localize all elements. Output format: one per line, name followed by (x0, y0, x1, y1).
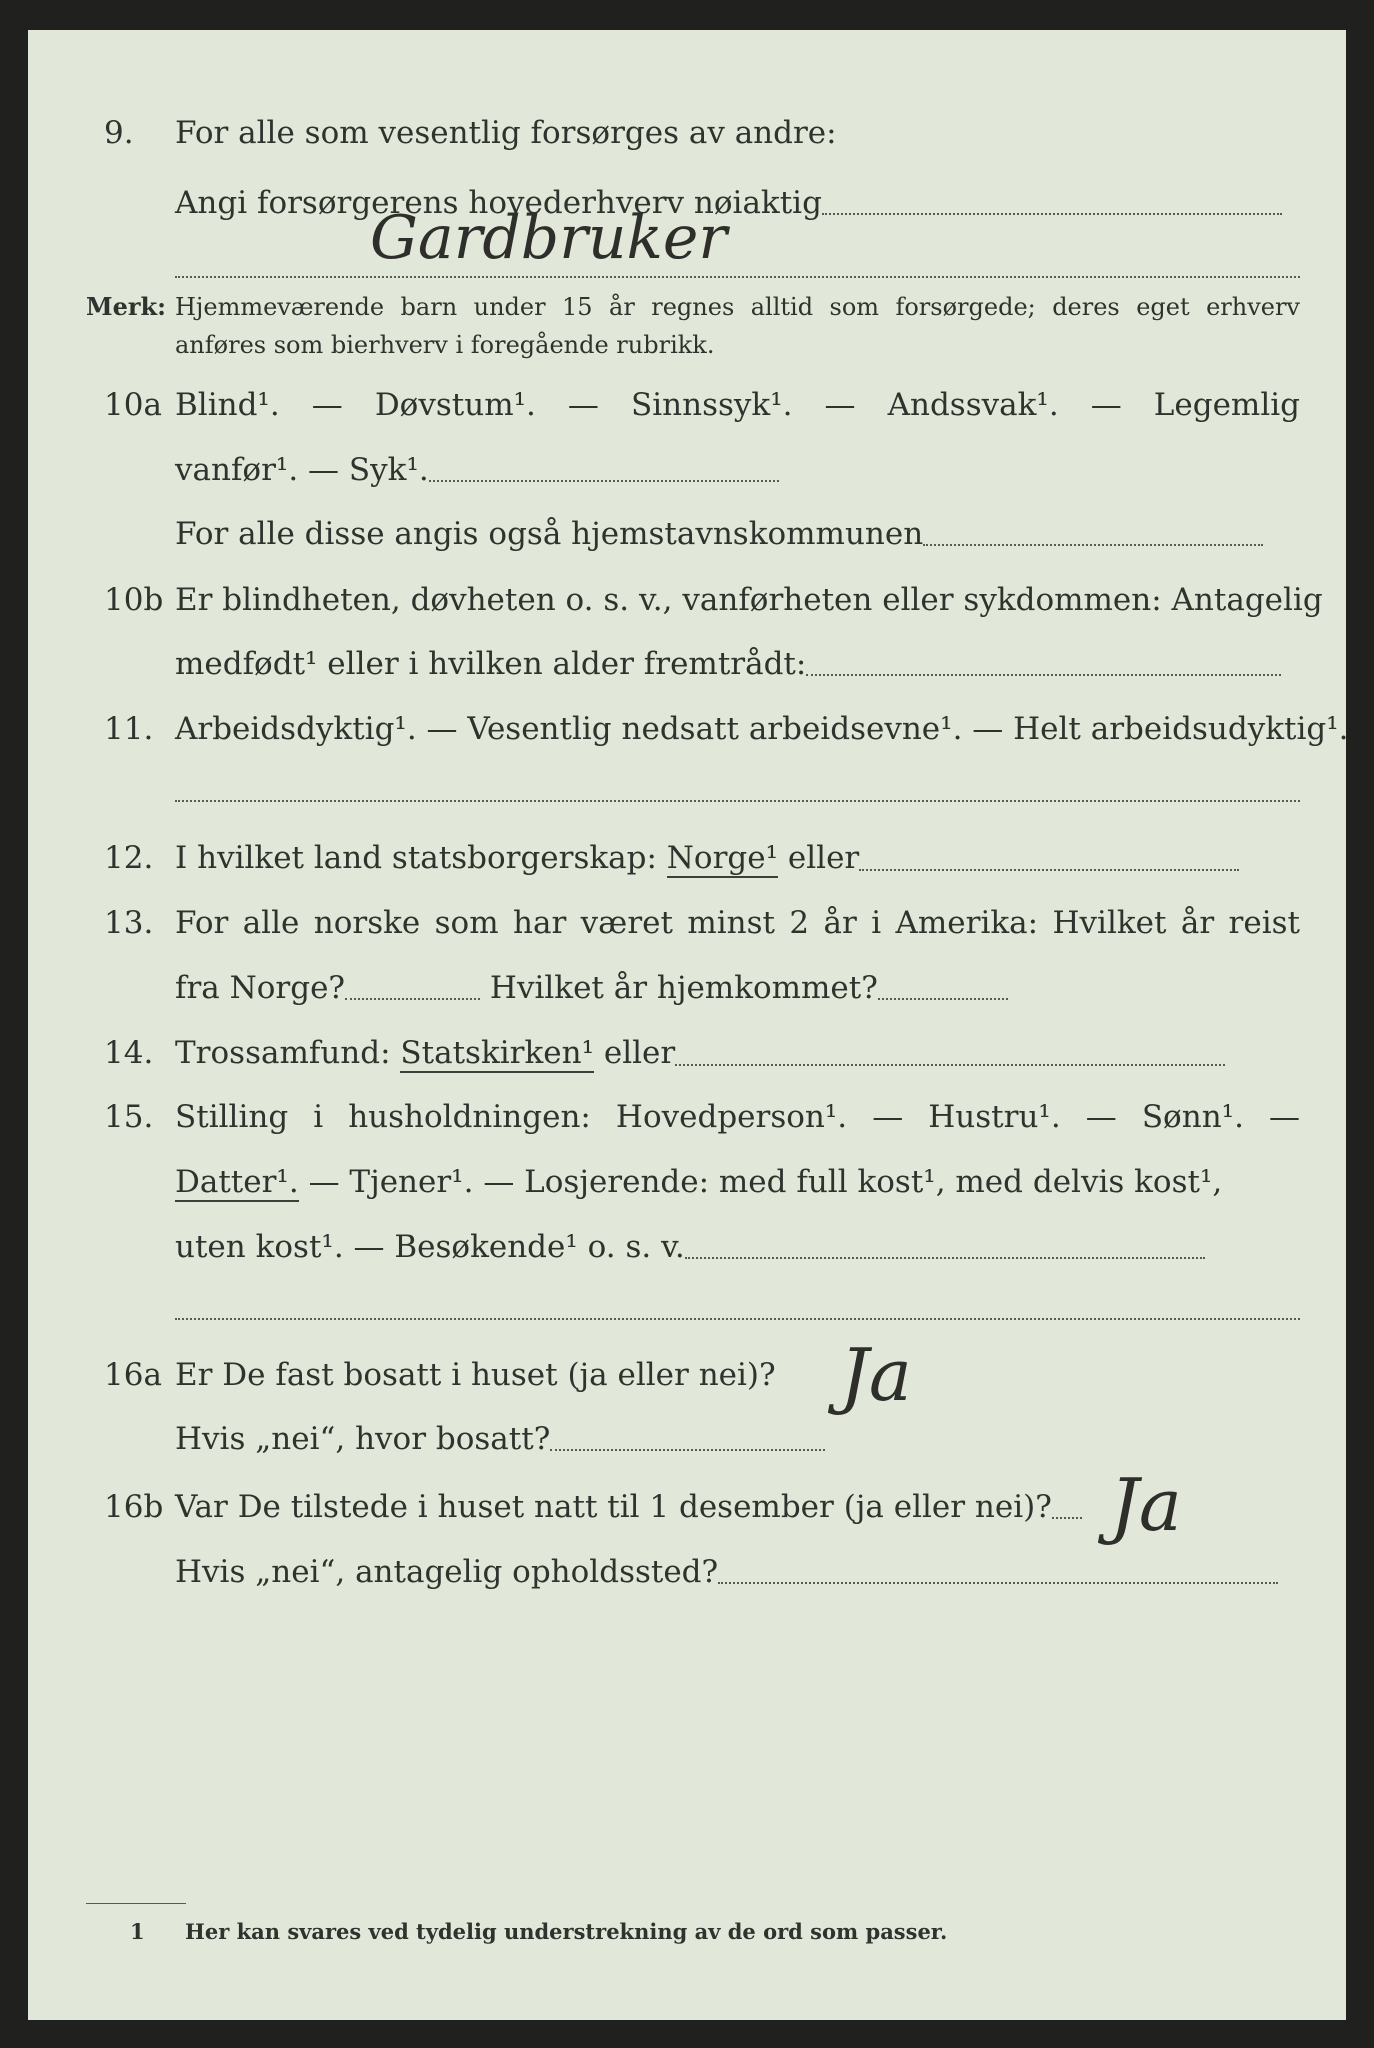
answer-line (1052, 1515, 1082, 1519)
question-text: uten kost¹. — Besøkende¹ o. s. v. (175, 1222, 1205, 1272)
answer-line (822, 211, 1282, 215)
question-text: vanfør¹. — Syk¹. (175, 445, 779, 495)
question-text: Datter¹. — Tjener¹. — Losjerende: med full kost¹, med delvis kost¹, (175, 1164, 1223, 1200)
answer-line (175, 1318, 1300, 1320)
merk-text: anføres som bierhverv i foregående rubrikk. (175, 331, 715, 359)
question-text: Arbeidsdyktig¹. — Vesentlig nedsatt arbeidsevne¹. — Helt arbeidsudyktig¹. (175, 711, 1349, 747)
question-text: Er blindheten, døvheten o. s. v., vanførheten eller sykdommen: Antagelig (175, 582, 1323, 618)
item-11-row (0, 704, 1374, 754)
item-10b-row-2 (0, 639, 1374, 689)
item-13-row-1 (0, 898, 1374, 948)
item-number: 16a (104, 1357, 162, 1393)
item-10a-row-3 (0, 509, 1374, 559)
question-text: Trossamfund: Statskirken¹ eller (175, 1028, 1225, 1079)
item-10a-row-1 (0, 380, 1374, 430)
answer-line (718, 1580, 1278, 1584)
item-15-row-3 (0, 1222, 1374, 1272)
question-text: Hvis „nei“, antagelig opholdssted? (175, 1547, 1278, 1597)
question-text: fra Norge? Hvilket år hjemkommet? (175, 963, 1008, 1013)
handwritten-answer: Gardbruker (370, 203, 728, 273)
answer-line (175, 800, 1300, 802)
merk-label: Merk: (86, 292, 166, 321)
question-text: Hvis „nei“, hvor bosatt? (175, 1414, 825, 1464)
item-number: 9. (104, 115, 134, 151)
item-9-row-1 (0, 108, 1374, 158)
item-number: 10a (104, 387, 162, 423)
item-15-row-1 (0, 1092, 1374, 1142)
question-text: For alle som vesentlig forsørges av andre: (175, 115, 837, 151)
question-text: I hvilket land statsborgerskap: Norge¹ eller (175, 833, 1239, 884)
underlined-option: Statskirken¹ (400, 1035, 594, 1071)
item-16b-row-2 (0, 1547, 1374, 1597)
footnote-rule (86, 1903, 186, 1904)
answer-line (685, 1255, 1205, 1259)
underlined-option: Datter¹. (175, 1164, 299, 1200)
item-15-row-2 (0, 1157, 1374, 1207)
handwritten-answer: Ja (1110, 1463, 1182, 1547)
answer-line (175, 276, 1300, 278)
item-number: 14. (104, 1035, 154, 1071)
item-16a-row-1 (0, 1350, 1374, 1400)
answer-line (345, 996, 480, 1000)
answer-line (878, 996, 1008, 1000)
merk-text: Hjemmeværende barn under 15 år regnes alltid som forsørgede; deres eget erhverv (175, 293, 1300, 321)
answer-line (550, 1447, 825, 1451)
footnote-text: Her kan svares ved tydelig understrekning av de ord som passer. (185, 1919, 948, 1944)
item-number: 12. (104, 840, 154, 876)
question-text: Er De fast bosatt i huset (ja eller nei)? (175, 1357, 776, 1393)
underlined-option: Norge¹ (666, 840, 779, 876)
item-12-row (0, 833, 1374, 883)
answer-line (429, 478, 779, 482)
answer-line (923, 542, 1263, 546)
item-10b-row-1 (0, 575, 1374, 625)
question-text: medfødt¹ eller i hvilken alder fremtrådt: (175, 639, 1281, 689)
item-16a-row-2 (0, 1414, 1374, 1464)
question-text: Stilling i husholdningen: Hovedperson¹. — Hustru¹. — Sønn¹. — (175, 1099, 1300, 1135)
question-text: Angi forsørgerens hovederhverv nøiaktig (175, 178, 1282, 228)
item-14-row (0, 1028, 1374, 1078)
item-13-row-2 (0, 963, 1374, 1013)
item-number: 13. (104, 905, 154, 941)
question-text: Blind¹. — Døvstum¹. — Sinnssyk¹. — Andssvak¹. — Legemlig (175, 387, 1300, 423)
question-text: For alle disse angis også hjemstavnskommunen (175, 509, 1263, 559)
item-number: 11. (104, 711, 154, 747)
answer-line (675, 1062, 1225, 1066)
item-number: 16b (104, 1489, 164, 1525)
footnote-mark: 1 (130, 1919, 145, 1944)
question-text: Var De tilstede i huset natt til 1 desember (ja eller nei)? (175, 1482, 1082, 1532)
answer-line (806, 672, 1281, 676)
answer-line (859, 867, 1239, 871)
item-10a-row-2 (0, 445, 1374, 495)
item-number: 15. (104, 1099, 154, 1135)
item-number: 10b (104, 582, 164, 618)
handwritten-answer: Ja (840, 1333, 912, 1417)
question-text: For alle norske som har været minst 2 år i Amerika: Hvilket år reist (175, 905, 1300, 941)
